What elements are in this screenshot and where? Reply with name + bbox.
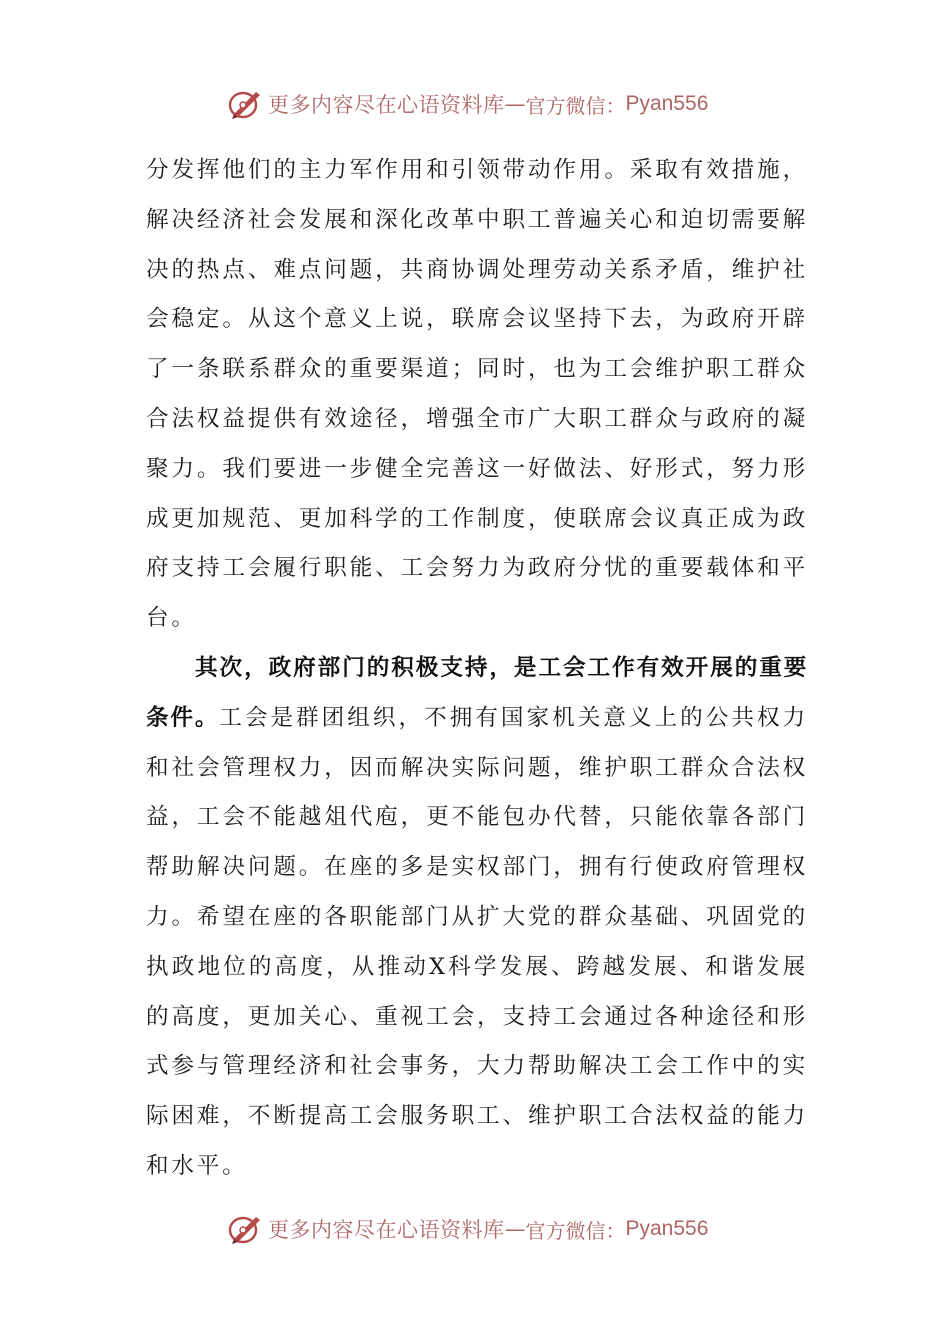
pen-in-circle-logo-icon xyxy=(226,86,264,122)
pen-in-circle-logo-icon xyxy=(226,1211,264,1247)
paragraph-1: 分发挥他们的主力军作用和引领带动作用。采取有效措施，解决经济社会发展和深化改革中职工普遍关心和迫切需要解决的热点、难点问题，共商协调处理劳动关系矛盾，维护社会稳定。从这个意义上说，联席会议坚持下去，为政府开辟了一条联系群众的重要渠道；同时，也为工会维护职工群众合法权益提供有效途径，增强全市广大职工群众与政府的凝聚力。我们要进一步健全完善这一好做法、好形式，努力形成更加规范、更加科学的工作制度，使联席会议真正成为政府支持工会履行职能、工会努力为政府分忧的重要载体和平台。 xyxy=(146,157,808,632)
banner-main-text: 更多内容尽在心语资料库 xyxy=(268,1218,505,1242)
paragraph-2-bold-lead: 其次，政府部门的积极支持，是工会工作有效开展的重要条件。 xyxy=(146,654,808,731)
banner-separator: — xyxy=(504,92,526,116)
banner-wechat-label: 官方微信： xyxy=(525,1218,626,1243)
banner-main-text: 更多内容尽在心语资料库 xyxy=(268,93,505,117)
banner-wechat-id: Pyan556 xyxy=(625,1217,709,1240)
document-body xyxy=(146,146,808,1192)
header-banner xyxy=(226,86,708,122)
banner-separator: — xyxy=(504,1217,526,1241)
footer-banner xyxy=(226,1211,708,1247)
paragraph-2 xyxy=(146,644,808,1192)
paragraph-2-text: 工会是群团组织，不拥有国家机关意义上的公共权力和社会管理权力，因而解决实际问题，维护职工群众合法权益，工会不能越俎代庖，更不能包办代替，只能依靠各部门帮助解决问题。在座的多是实权部门，拥有行使政府管理权力。希望在座的各职能部门从扩大党的群众基础、巩固党的执政地位的高度，从推动X科学发展、跨越发展、和谐发展的高度，更加关心、重视工会，支持工会通过各种途径和形式参与管理经济和社会事务，大力帮助解决工会工作中的实际困难，不断提高工会服务职工、维护职工合法权益的能力和水平。 xyxy=(146,704,808,1179)
banner-wechat-id: Pyan556 xyxy=(625,92,709,115)
banner-wechat-label: 官方微信： xyxy=(525,93,626,118)
